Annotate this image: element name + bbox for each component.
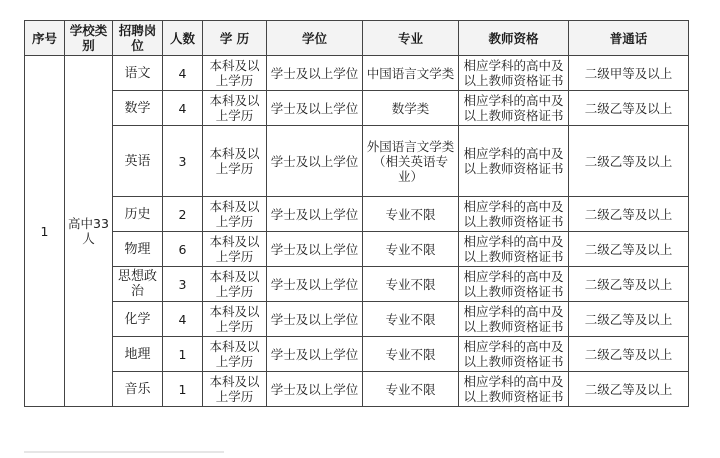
table-row xyxy=(25,91,689,126)
header-degree: 学位 xyxy=(267,21,363,56)
count-cell: 1 xyxy=(163,372,203,407)
education-cell: 本科及以上学历 xyxy=(203,197,267,232)
table-row xyxy=(25,372,689,407)
mandarin-cell: 二级乙等及以上 xyxy=(569,302,689,337)
qualification-cell: 相应学科的高中及以上教师资格证书 xyxy=(459,302,569,337)
post-cell: 语文 xyxy=(113,56,163,91)
count-cell: 1 xyxy=(163,337,203,372)
education-cell: 本科及以上学历 xyxy=(203,232,267,267)
table-row xyxy=(25,337,689,372)
post-cell: 音乐 xyxy=(113,372,163,407)
qualification-cell: 相应学科的高中及以上教师资格证书 xyxy=(459,232,569,267)
header-serial: 序号 xyxy=(25,21,65,56)
education-cell: 本科及以上学历 xyxy=(203,126,267,197)
recruitment-table xyxy=(24,20,689,407)
qualification-cell: 相应学科的高中及以上教师资格证书 xyxy=(459,197,569,232)
major-cell: 专业不限 xyxy=(363,232,459,267)
header-school-type: 学校类别 xyxy=(65,21,113,56)
qualification-cell: 相应学科的高中及以上教师资格证书 xyxy=(459,372,569,407)
degree-cell: 学士及以上学位 xyxy=(267,197,363,232)
table-row xyxy=(25,126,689,197)
mandarin-cell: 二级乙等及以上 xyxy=(569,197,689,232)
mandarin-cell: 二级乙等及以上 xyxy=(569,91,689,126)
education-cell: 本科及以上学历 xyxy=(203,267,267,302)
mandarin-cell: 二级乙等及以上 xyxy=(569,267,689,302)
major-cell: 专业不限 xyxy=(363,197,459,232)
mandarin-cell: 二级乙等及以上 xyxy=(569,126,689,197)
major-cell: 专业不限 xyxy=(363,337,459,372)
table-row xyxy=(25,267,689,302)
table-row xyxy=(25,232,689,267)
major-cell: 专业不限 xyxy=(363,267,459,302)
major-cell: 专业不限 xyxy=(363,302,459,337)
education-cell: 本科及以上学历 xyxy=(203,302,267,337)
table-row xyxy=(25,197,689,232)
header-row xyxy=(25,21,689,56)
education-cell: 本科及以上学历 xyxy=(203,56,267,91)
education-cell: 本科及以上学历 xyxy=(203,337,267,372)
degree-cell: 学士及以上学位 xyxy=(267,91,363,126)
major-cell: 专业不限 xyxy=(363,372,459,407)
post-cell: 数学 xyxy=(113,91,163,126)
table-row xyxy=(25,56,689,91)
school-type-cell: 高中33人 xyxy=(65,56,113,407)
degree-cell: 学士及以上学位 xyxy=(267,267,363,302)
degree-cell: 学士及以上学位 xyxy=(267,372,363,407)
post-cell: 英语 xyxy=(113,126,163,197)
major-cell: 中国语言文学类 xyxy=(363,56,459,91)
recruitment-sheet xyxy=(24,20,689,407)
page-footer-divider xyxy=(24,451,224,453)
header-mandarin: 普通话 xyxy=(569,21,689,56)
qualification-cell: 相应学科的高中及以上教师资格证书 xyxy=(459,126,569,197)
qualification-cell: 相应学科的高中及以上教师资格证书 xyxy=(459,337,569,372)
major-cell: 数学类 xyxy=(363,91,459,126)
degree-cell: 学士及以上学位 xyxy=(267,337,363,372)
header-post: 招聘岗位 xyxy=(113,21,163,56)
degree-cell: 学士及以上学位 xyxy=(267,126,363,197)
table-row xyxy=(25,302,689,337)
mandarin-cell: 二级甲等及以上 xyxy=(569,56,689,91)
post-cell: 物理 xyxy=(113,232,163,267)
count-cell: 3 xyxy=(163,267,203,302)
qualification-cell: 相应学科的高中及以上教师资格证书 xyxy=(459,56,569,91)
mandarin-cell: 二级乙等及以上 xyxy=(569,372,689,407)
count-cell: 4 xyxy=(163,91,203,126)
education-cell: 本科及以上学历 xyxy=(203,91,267,126)
post-cell: 地理 xyxy=(113,337,163,372)
degree-cell: 学士及以上学位 xyxy=(267,56,363,91)
count-cell: 2 xyxy=(163,197,203,232)
post-cell: 历史 xyxy=(113,197,163,232)
education-cell: 本科及以上学历 xyxy=(203,372,267,407)
mandarin-cell: 二级乙等及以上 xyxy=(569,337,689,372)
major-cell: 外国语言文学类（相关英语专业） xyxy=(363,126,459,197)
count-cell: 6 xyxy=(163,232,203,267)
header-qualification: 教师资格 xyxy=(459,21,569,56)
qualification-cell: 相应学科的高中及以上教师资格证书 xyxy=(459,91,569,126)
header-count: 人数 xyxy=(163,21,203,56)
post-cell: 思想政治 xyxy=(113,267,163,302)
header-education: 学 历 xyxy=(203,21,267,56)
serial-cell: 1 xyxy=(25,56,65,407)
count-cell: 3 xyxy=(163,126,203,197)
post-cell: 化学 xyxy=(113,302,163,337)
degree-cell: 学士及以上学位 xyxy=(267,232,363,267)
header-major: 专业 xyxy=(363,21,459,56)
count-cell: 4 xyxy=(163,56,203,91)
mandarin-cell: 二级乙等及以上 xyxy=(569,232,689,267)
degree-cell: 学士及以上学位 xyxy=(267,302,363,337)
qualification-cell: 相应学科的高中及以上教师资格证书 xyxy=(459,267,569,302)
count-cell: 4 xyxy=(163,302,203,337)
